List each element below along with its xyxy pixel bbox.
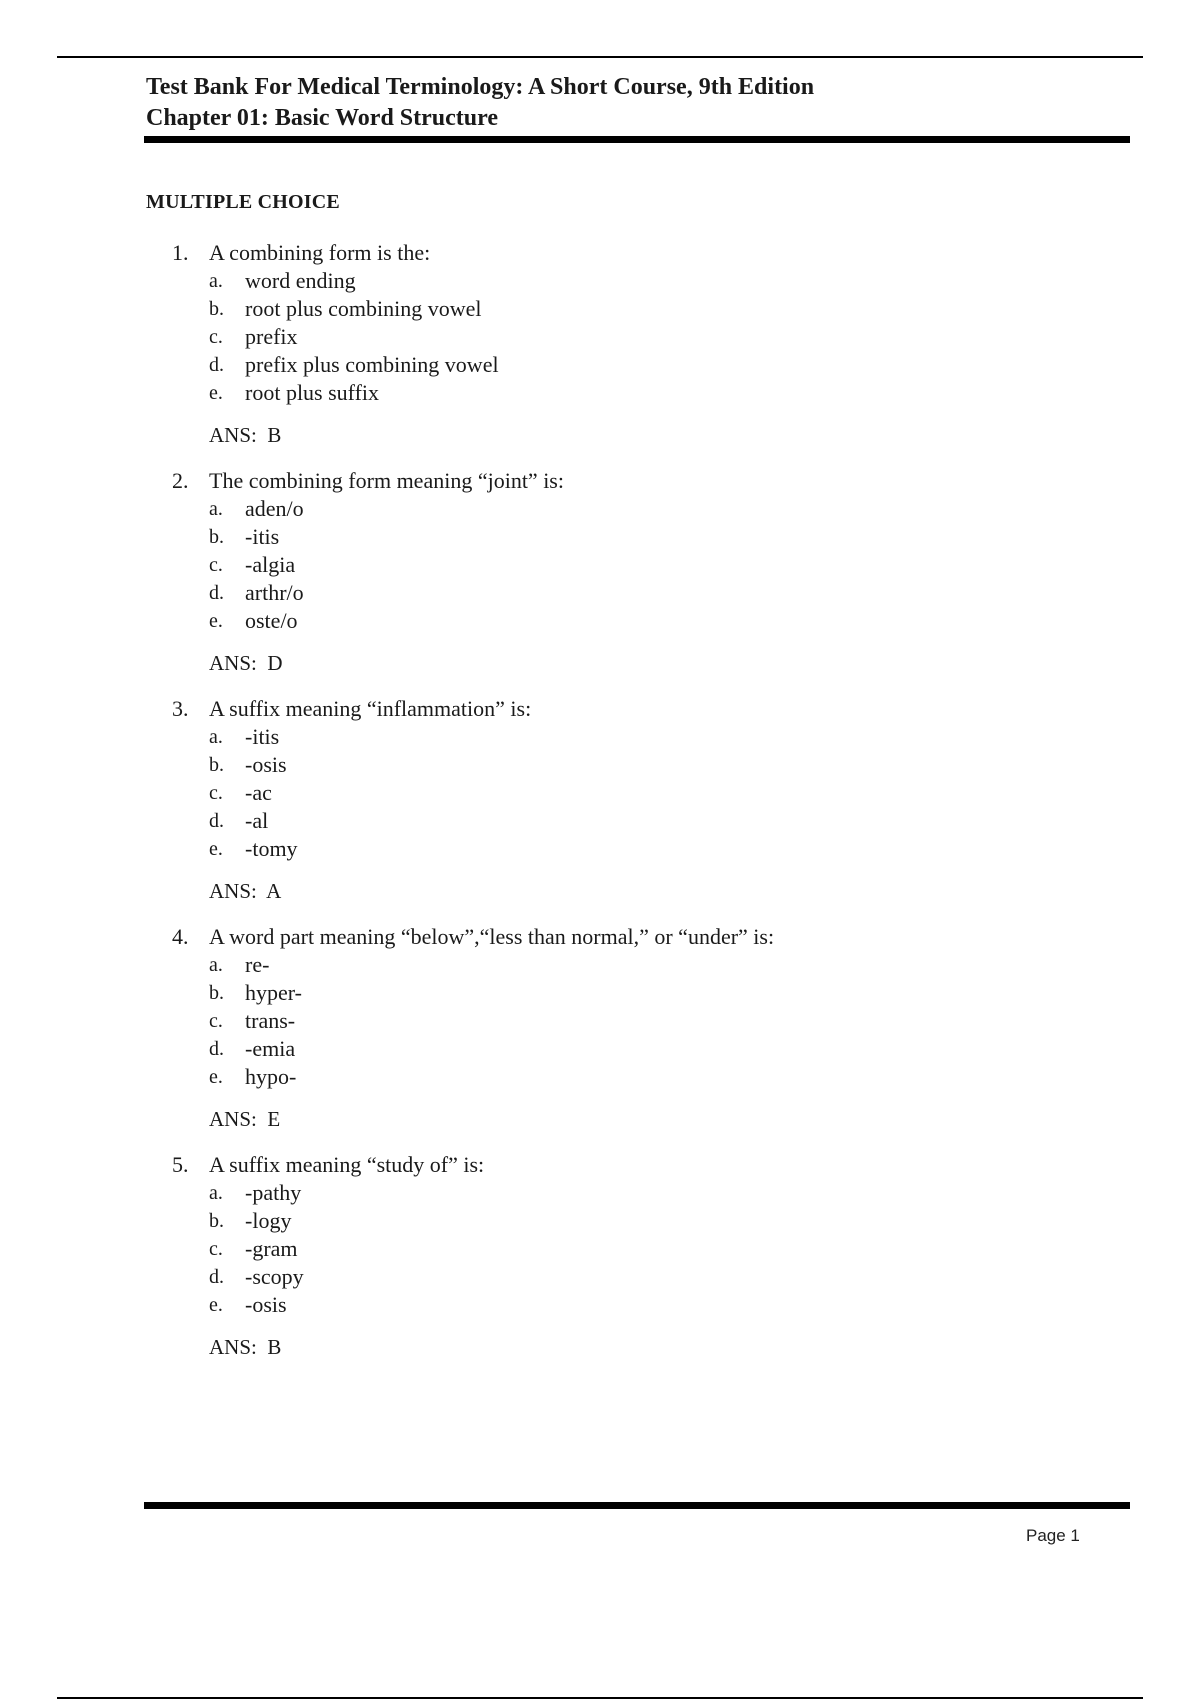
- question-4: [172, 923, 1072, 1133]
- option-letter: b.: [209, 754, 224, 776]
- option-letter: d.: [209, 354, 224, 376]
- option-text: oste/o: [245, 608, 298, 633]
- footer-divider: [144, 1502, 1130, 1509]
- question-number: 3.: [172, 696, 189, 721]
- option-list: [209, 495, 1072, 635]
- question-list: [172, 239, 1072, 1379]
- option-text: -osis: [245, 1292, 287, 1317]
- option-text: trans-: [245, 1008, 296, 1033]
- option-letter: c.: [209, 1238, 223, 1260]
- option-letter: d.: [209, 1266, 224, 1288]
- option-c: [209, 1007, 1072, 1035]
- option-text: hyper-: [245, 980, 302, 1005]
- option-letter: e.: [209, 610, 223, 632]
- option-letter: b.: [209, 298, 224, 320]
- option-list: [209, 723, 1072, 863]
- document-header: [146, 72, 1126, 134]
- option-letter: b.: [209, 1210, 224, 1232]
- option-list: [209, 1179, 1072, 1319]
- option-text: -scopy: [245, 1264, 304, 1289]
- option-e: [209, 1063, 1072, 1091]
- option-e: [209, 379, 1072, 407]
- header-divider: [144, 136, 1130, 143]
- question-stem: [172, 1151, 1072, 1179]
- option-a: [209, 267, 1072, 295]
- question-number: 2.: [172, 468, 189, 493]
- question-text: A word part meaning “below”,“less than normal,” or “under” is:: [209, 924, 775, 949]
- document-title: Test Bank For Medical Terminology: A Short Course, 9th Edition: [146, 74, 815, 100]
- question-text: The combining form meaning “joint” is:: [209, 468, 564, 493]
- option-letter: a.: [209, 498, 223, 520]
- option-letter: e.: [209, 1294, 223, 1316]
- option-text: re-: [245, 952, 270, 977]
- question-number: 4.: [172, 924, 189, 949]
- option-text: -itis: [245, 724, 280, 749]
- section-title: MULTIPLE CHOICE: [146, 191, 340, 213]
- question-1: [172, 239, 1072, 449]
- option-text: -osis: [245, 752, 287, 777]
- question-text: A combining form is the:: [209, 240, 431, 265]
- option-letter: d.: [209, 582, 224, 604]
- option-e: [209, 607, 1072, 635]
- option-text: -logy: [245, 1208, 292, 1233]
- option-e: [209, 1291, 1072, 1319]
- option-d: [209, 351, 1072, 379]
- option-text: prefix: [245, 324, 298, 349]
- answer-key: ANS: E: [209, 1107, 281, 1131]
- option-letter: a.: [209, 726, 223, 748]
- option-letter: a.: [209, 270, 223, 292]
- option-letter: a.: [209, 1182, 223, 1204]
- question-3: [172, 695, 1072, 905]
- option-b: [209, 1207, 1072, 1235]
- option-letter: e.: [209, 1066, 223, 1088]
- option-text: -gram: [245, 1236, 298, 1261]
- option-letter: e.: [209, 838, 223, 860]
- option-text: -itis: [245, 524, 280, 549]
- option-text: -pathy: [245, 1180, 302, 1205]
- option-c: [209, 551, 1072, 579]
- option-letter: d.: [209, 810, 224, 832]
- option-a: [209, 951, 1072, 979]
- option-list: [209, 267, 1072, 407]
- option-letter: d.: [209, 1038, 224, 1060]
- option-letter: a.: [209, 954, 223, 976]
- option-text: arthr/o: [245, 580, 304, 605]
- question-stem: [172, 695, 1072, 723]
- question-2: [172, 467, 1072, 677]
- answer-key: ANS: B: [209, 1335, 282, 1359]
- question-number: 5.: [172, 1152, 189, 1177]
- option-letter: c.: [209, 326, 223, 348]
- option-letter: e.: [209, 382, 223, 404]
- option-text: root plus combining vowel: [245, 296, 482, 321]
- option-text: -al: [245, 808, 269, 833]
- page-bottom-rule: [57, 1697, 1143, 1699]
- option-text: word ending: [245, 268, 356, 293]
- chapter-title: Chapter 01: Basic Word Structure: [146, 105, 498, 131]
- option-letter: b.: [209, 982, 224, 1004]
- answer-key: ANS: B: [209, 423, 282, 447]
- option-d: [209, 1263, 1072, 1291]
- option-letter: b.: [209, 526, 224, 548]
- option-b: [209, 979, 1072, 1007]
- question-text: A suffix meaning “study of” is:: [209, 1152, 485, 1177]
- option-b: [209, 523, 1072, 551]
- option-d: [209, 1035, 1072, 1063]
- option-e: [209, 835, 1072, 863]
- option-c: [209, 323, 1072, 351]
- option-letter: c.: [209, 554, 223, 576]
- question-stem: [172, 467, 1072, 495]
- question-stem: [172, 923, 1072, 951]
- option-d: [209, 579, 1072, 607]
- answer-key: ANS: D: [209, 651, 283, 675]
- option-c: [209, 779, 1072, 807]
- page-number: Page 1: [1026, 1526, 1080, 1545]
- question-stem: [172, 239, 1072, 267]
- option-text: aden/o: [245, 496, 304, 521]
- option-text: prefix plus combining vowel: [245, 352, 499, 377]
- option-list: [209, 951, 1072, 1091]
- question-5: [172, 1151, 1072, 1361]
- option-b: [209, 751, 1072, 779]
- option-a: [209, 1179, 1072, 1207]
- option-a: [209, 495, 1072, 523]
- option-letter: c.: [209, 782, 223, 804]
- option-c: [209, 1235, 1072, 1263]
- option-text: hypo-: [245, 1064, 297, 1089]
- option-text: -algia: [245, 552, 296, 577]
- option-a: [209, 723, 1072, 751]
- answer-key: ANS: A: [209, 879, 282, 903]
- question-text: A suffix meaning “inflammation” is:: [209, 696, 532, 721]
- option-text: -tomy: [245, 836, 298, 861]
- question-number: 1.: [172, 240, 189, 265]
- page-top-rule: [57, 56, 1143, 58]
- option-text: -ac: [245, 780, 272, 805]
- option-letter: c.: [209, 1010, 223, 1032]
- option-b: [209, 295, 1072, 323]
- option-text: -emia: [245, 1036, 296, 1061]
- option-text: root plus suffix: [245, 380, 380, 405]
- option-d: [209, 807, 1072, 835]
